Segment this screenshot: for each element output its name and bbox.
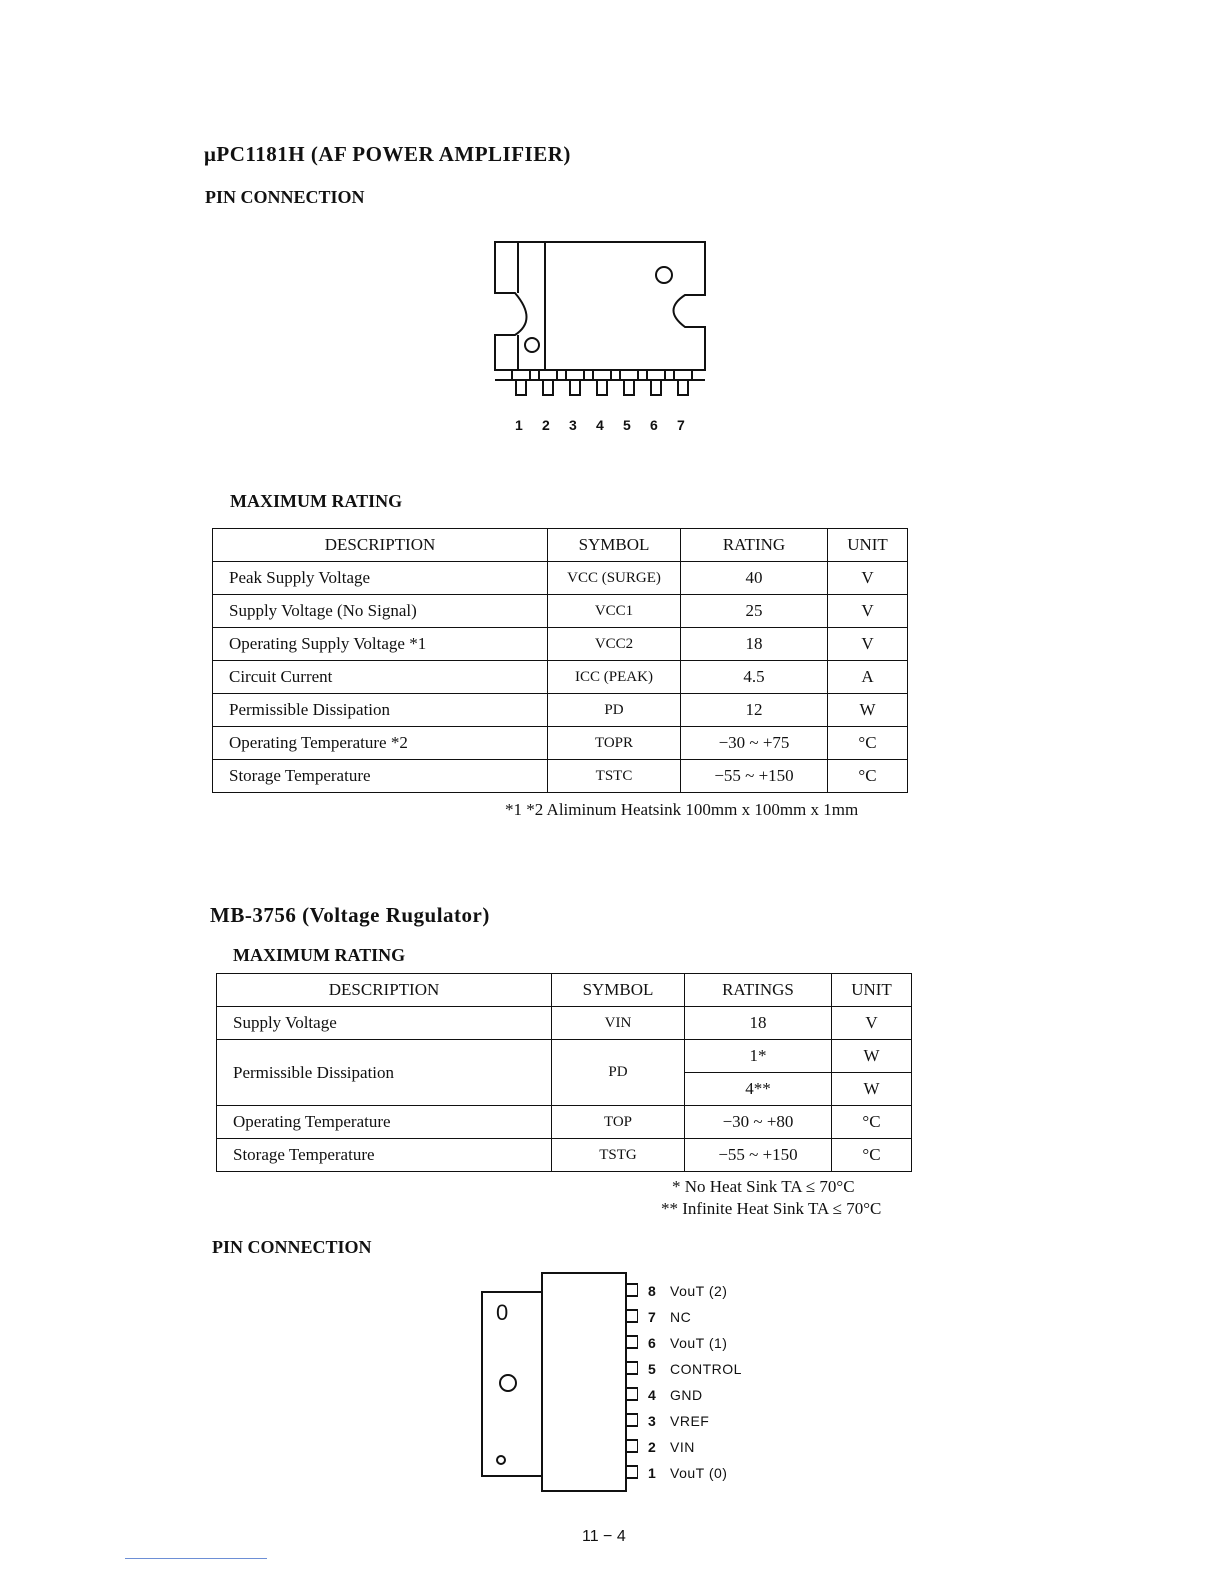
header-symbol: SYMBOL — [548, 529, 681, 562]
cell-rating: 25 — [681, 595, 828, 628]
cell-unit: °C — [828, 727, 908, 760]
pin-lead-icon — [626, 1362, 638, 1374]
pin-lead-icon — [626, 1310, 638, 1322]
pin-number: 2 — [648, 1439, 656, 1455]
cell-description: Permissible Dissipation — [217, 1040, 552, 1106]
cell-rating: 18 — [685, 1007, 832, 1040]
cell-rating: 1* — [685, 1040, 832, 1073]
table-header-row — [217, 974, 912, 1007]
cell-symbol: TSTC — [548, 760, 681, 793]
pin-number: 5 — [623, 417, 631, 433]
cell-rating: 18 — [681, 628, 828, 661]
cell-unit: W — [832, 1073, 912, 1106]
table-header-row — [213, 529, 908, 562]
pin-number: 3 — [569, 417, 577, 433]
pin-number: 6 — [650, 417, 658, 433]
pin-number: 1 — [515, 417, 523, 433]
table-row — [213, 661, 908, 694]
table-row — [213, 628, 908, 661]
cell-rating: 4.5 — [681, 661, 828, 694]
page-number: 11 − 4 — [582, 1528, 626, 1545]
cell-description: Storage Temperature — [213, 760, 548, 793]
pin-lead-icon — [626, 1284, 638, 1296]
cell-description: Storage Temperature — [217, 1139, 552, 1172]
table-row — [217, 1040, 912, 1073]
pin-lead-icon — [626, 1414, 638, 1426]
header-rating: RATING — [681, 529, 828, 562]
cell-description: Circuit Current — [213, 661, 548, 694]
pin-number: 2 — [542, 417, 550, 433]
header-description: DESCRIPTION — [217, 974, 552, 1007]
cell-rating: 12 — [681, 694, 828, 727]
cell-unit: A — [828, 661, 908, 694]
cell-unit: V — [828, 562, 908, 595]
pin-number: 5 — [648, 1361, 656, 1377]
footer-rule — [125, 1558, 267, 1559]
table-row — [217, 1139, 912, 1172]
cell-description: Operating Temperature *2 — [213, 727, 548, 760]
table-row — [213, 760, 908, 793]
pin-number: 4 — [596, 417, 604, 433]
pin-lead-icon — [674, 370, 692, 395]
cell-rating: −55 ~ +150 — [681, 760, 828, 793]
table-row — [213, 595, 908, 628]
pin-number: 7 — [648, 1309, 656, 1325]
cell-rating: 4** — [685, 1073, 832, 1106]
section2-note-infinite-heatsink: ** Infinite Heat Sink TA ≤ 70°C — [661, 1199, 882, 1218]
pin-number: 4 — [648, 1387, 656, 1403]
section1-rating-table — [212, 528, 908, 793]
cell-symbol: VCC (SURGE) — [548, 562, 681, 595]
header-description: DESCRIPTION — [213, 529, 548, 562]
pin-lead-icon — [626, 1466, 638, 1478]
cell-rating: −30 ~ +80 — [685, 1106, 832, 1139]
pin-lead-icon — [566, 370, 584, 395]
pin-lead-icon — [626, 1336, 638, 1348]
cell-symbol: TOPR — [548, 727, 681, 760]
upc1181h-package-diagram — [480, 235, 720, 415]
cell-unit: W — [832, 1040, 912, 1073]
pin-number: 7 — [677, 417, 685, 433]
header-ratings: RATINGS — [685, 974, 832, 1007]
cell-rating: 40 — [681, 562, 828, 595]
pin-label: CONTROL — [670, 1361, 742, 1377]
table-row — [213, 562, 908, 595]
cell-description: Operating Temperature — [217, 1106, 552, 1139]
pin-label: NC — [670, 1309, 692, 1325]
header-unit: UNIT — [832, 974, 912, 1007]
cell-unit: V — [828, 595, 908, 628]
pin-number: 8 — [648, 1283, 656, 1299]
cell-symbol: PD — [552, 1040, 685, 1106]
header-unit: UNIT — [828, 529, 908, 562]
cell-description: Operating Supply Voltage *1 — [213, 628, 548, 661]
cell-description: Permissible Dissipation — [213, 694, 548, 727]
pin-label: VouT (2) — [670, 1283, 728, 1299]
pin-label: VouT (0) — [670, 1465, 728, 1481]
cell-rating: −55 ~ +150 — [685, 1139, 832, 1172]
cell-symbol: ICC (PEAK) — [548, 661, 681, 694]
cell-symbol: TSTG — [552, 1139, 685, 1172]
package-mark: 0 — [496, 1300, 509, 1325]
pin-label: VouT (1) — [670, 1335, 728, 1351]
section2-title: MB-3756 (Voltage Rugulator) — [210, 903, 490, 927]
pin-lead-icon — [626, 1440, 638, 1452]
pin-number: 6 — [648, 1335, 656, 1351]
pin-label: VIN — [670, 1439, 695, 1455]
cell-unit: V — [832, 1007, 912, 1040]
pin-lead-icon — [620, 370, 638, 395]
cell-rating: −30 ~ +75 — [681, 727, 828, 760]
cell-symbol: TOP — [552, 1106, 685, 1139]
table-row — [213, 727, 908, 760]
pin-lead-icon — [626, 1388, 638, 1400]
cell-symbol: VCC2 — [548, 628, 681, 661]
pin-lead-icon — [593, 370, 611, 395]
cell-description: Peak Supply Voltage — [213, 562, 548, 595]
pin-number: 3 — [648, 1413, 656, 1429]
pin-lead-icon — [647, 370, 665, 395]
section2-max-rating-heading: MAXIMUM RATING — [233, 945, 406, 965]
section1-title: μPC1181H (AF POWER AMPLIFIER) — [204, 142, 571, 166]
cell-description: Supply Voltage (No Signal) — [213, 595, 548, 628]
header-symbol: SYMBOL — [552, 974, 685, 1007]
table-row — [217, 1106, 912, 1139]
table-row — [217, 1007, 912, 1040]
cell-description: Supply Voltage — [217, 1007, 552, 1040]
table-row — [213, 694, 908, 727]
cell-unit: W — [828, 694, 908, 727]
cell-symbol: PD — [548, 694, 681, 727]
pin-lead-icon — [539, 370, 557, 395]
section1-pin-heading: PIN CONNECTION — [205, 187, 365, 207]
cell-symbol: VCC1 — [548, 595, 681, 628]
section1-footnote: *1 *2 Aliminum Heatsink 100mm x 100mm x 1mm — [505, 800, 859, 819]
cell-unit: °C — [828, 760, 908, 793]
section2-rating-table — [216, 973, 912, 1172]
cell-unit: V — [828, 628, 908, 661]
section2-note-no-heatsink: * No Heat Sink TA ≤ 70°C — [672, 1177, 855, 1196]
section1-max-rating-heading: MAXIMUM RATING — [230, 491, 403, 511]
cell-symbol: VIN — [552, 1007, 685, 1040]
pin-number: 1 — [648, 1465, 656, 1481]
section2-pin-heading: PIN CONNECTION — [212, 1237, 372, 1257]
pin-label: GND — [670, 1387, 703, 1403]
cell-unit: °C — [832, 1106, 912, 1139]
pin-label: VREF — [670, 1413, 710, 1429]
cell-unit: °C — [832, 1139, 912, 1172]
pin-lead-icon — [512, 370, 530, 395]
